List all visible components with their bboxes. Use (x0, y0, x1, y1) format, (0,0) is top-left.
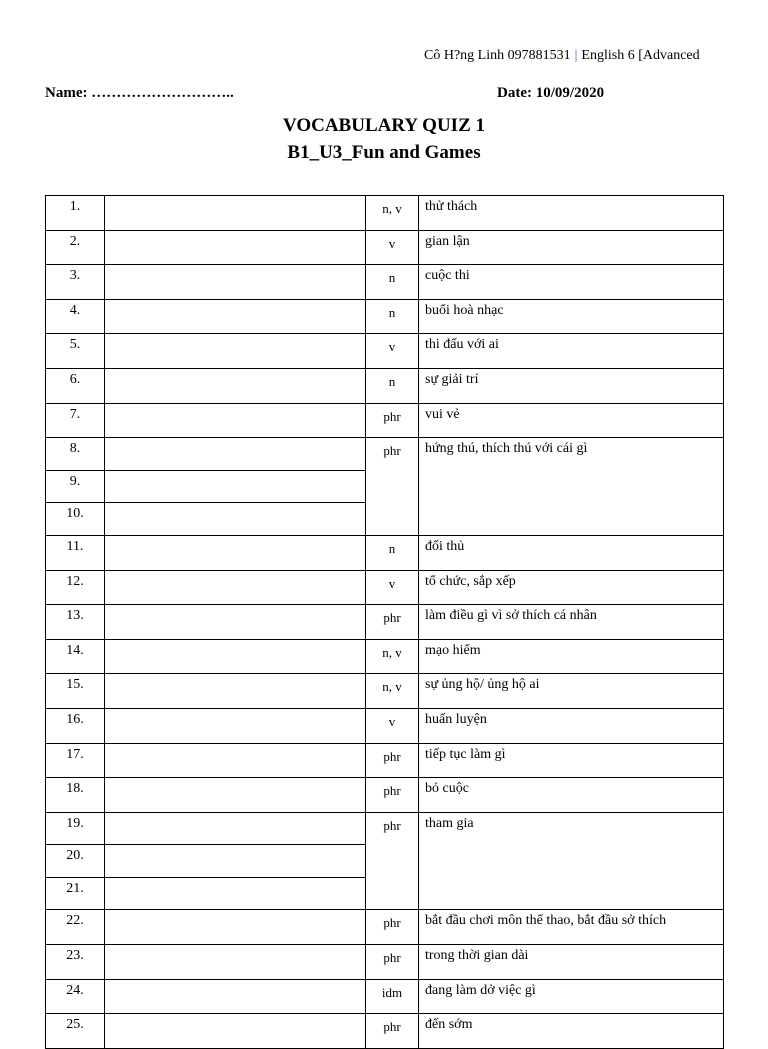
part-of-speech: idm (366, 979, 419, 1014)
table-row (46, 230, 724, 265)
row-number: 7. (46, 403, 105, 438)
table-row (46, 979, 724, 1014)
row-number: 9. (46, 470, 105, 503)
row-number: 25. (46, 1014, 105, 1049)
table-row (46, 743, 724, 778)
answer-blank[interactable] (105, 639, 366, 674)
table-row (46, 1014, 724, 1049)
answer-blank[interactable] (105, 334, 366, 369)
part-of-speech: phr (366, 778, 419, 813)
part-of-speech: phr (366, 945, 419, 980)
row-number: 6. (46, 368, 105, 403)
table-row (46, 368, 724, 403)
quiz-subtitle: B1_U3_Fun and Games (287, 142, 481, 163)
answer-blank[interactable] (105, 403, 366, 438)
meaning: bỏ cuộc (419, 778, 724, 813)
name-field-label: Name: ……………………….. (45, 85, 234, 101)
answer-blank[interactable] (105, 877, 366, 910)
vocabulary-table (45, 195, 724, 1049)
part-of-speech: phr (366, 1014, 419, 1049)
meaning: trong thời gian dài (419, 945, 724, 980)
meaning: cuộc thi (419, 265, 724, 300)
table-row (46, 708, 724, 743)
meaning: huấn luyện (419, 708, 724, 743)
part-of-speech: phr (366, 438, 419, 536)
meaning: gian lận (419, 230, 724, 265)
row-number: 10. (46, 503, 105, 536)
part-of-speech: phr (366, 743, 419, 778)
part-of-speech: v (366, 708, 419, 743)
answer-blank[interactable] (105, 438, 366, 471)
part-of-speech: n (366, 265, 419, 300)
answer-blank[interactable] (105, 979, 366, 1014)
row-number: 4. (46, 299, 105, 334)
answer-blank[interactable] (105, 535, 366, 570)
answer-blank[interactable] (105, 812, 366, 845)
meaning: thử thách (419, 196, 724, 231)
row-number: 23. (46, 945, 105, 980)
meaning: đang làm dở việc gì (419, 979, 724, 1014)
part-of-speech: phr (366, 605, 419, 640)
row-number: 19. (46, 812, 105, 845)
meaning: hứng thú, thích thú với cái gì (419, 438, 724, 536)
part-of-speech: n (366, 535, 419, 570)
meaning: sự giải trí (419, 368, 724, 403)
header-separator: | (574, 48, 578, 63)
teacher-contact: Cô H?ng Linh 097881531 (424, 48, 571, 63)
answer-blank[interactable] (105, 299, 366, 334)
table-row (46, 778, 724, 813)
row-number: 15. (46, 674, 105, 709)
answer-blank[interactable] (105, 674, 366, 709)
meaning: tổ chức, sắp xếp (419, 570, 724, 605)
table-row (46, 945, 724, 980)
answer-blank[interactable] (105, 910, 366, 945)
row-number: 20. (46, 845, 105, 878)
table-row (46, 265, 724, 300)
answer-blank[interactable] (105, 470, 366, 503)
part-of-speech: n, v (366, 639, 419, 674)
answer-blank[interactable] (105, 1014, 366, 1049)
answer-blank[interactable] (105, 743, 366, 778)
row-number: 17. (46, 743, 105, 778)
part-of-speech: n, v (366, 674, 419, 709)
meaning: vui vẻ (419, 403, 724, 438)
answer-blank[interactable] (105, 196, 366, 231)
row-number: 3. (46, 265, 105, 300)
answer-blank[interactable] (105, 503, 366, 536)
quiz-title: VOCABULARY QUIZ 1 (283, 115, 485, 136)
answer-blank[interactable] (105, 265, 366, 300)
part-of-speech: phr (366, 812, 419, 910)
meaning: tiếp tục làm gì (419, 743, 724, 778)
part-of-speech: v (366, 334, 419, 369)
row-number: 8. (46, 438, 105, 471)
date-label: Date: 10/09/2020 (497, 85, 605, 101)
meaning: bắt đầu chơi môn thể thao, bắt đầu sở thích (419, 910, 724, 945)
meaning: mạo hiểm (419, 639, 724, 674)
row-number: 16. (46, 708, 105, 743)
answer-blank[interactable] (105, 368, 366, 403)
answer-blank[interactable] (105, 778, 366, 813)
table-row (46, 196, 724, 231)
row-number: 21. (46, 877, 105, 910)
table-row (46, 299, 724, 334)
table-row (46, 334, 724, 369)
part-of-speech: n (366, 299, 419, 334)
answer-blank[interactable] (105, 945, 366, 980)
page-header (424, 48, 724, 64)
meaning: sự ủng hộ/ ủng hộ ai (419, 674, 724, 709)
answer-blank[interactable] (105, 708, 366, 743)
table-row (46, 639, 724, 674)
meaning: tham gia (419, 812, 724, 910)
meaning: làm điều gì vì sở thích cá nhân (419, 605, 724, 640)
answer-blank[interactable] (105, 570, 366, 605)
meaning: đến sớm (419, 1014, 724, 1049)
course-name: English 6 [Advanced (581, 48, 700, 63)
row-number: 18. (46, 778, 105, 813)
row-number: 14. (46, 639, 105, 674)
table-row (46, 438, 724, 471)
meaning: buổi hoà nhạc (419, 299, 724, 334)
meaning: thi đấu với ai (419, 334, 724, 369)
part-of-speech: v (366, 230, 419, 265)
table-row (46, 535, 724, 570)
answer-blank[interactable] (105, 230, 366, 265)
part-of-speech: phr (366, 910, 419, 945)
table-row (46, 605, 724, 640)
row-number: 22. (46, 910, 105, 945)
row-number: 5. (46, 334, 105, 369)
table-row (46, 812, 724, 845)
row-number: 11. (46, 535, 105, 570)
table-row (46, 910, 724, 945)
answer-blank[interactable] (105, 845, 366, 878)
table-row (46, 674, 724, 709)
part-of-speech: v (366, 570, 419, 605)
row-number: 24. (46, 979, 105, 1014)
part-of-speech: n (366, 368, 419, 403)
row-number: 12. (46, 570, 105, 605)
part-of-speech: phr (366, 403, 419, 438)
table-row (46, 403, 724, 438)
row-number: 2. (46, 230, 105, 265)
answer-blank[interactable] (105, 605, 366, 640)
part-of-speech: n, v (366, 196, 419, 231)
row-number: 13. (46, 605, 105, 640)
table-row (46, 570, 724, 605)
meaning: đối thủ (419, 535, 724, 570)
row-number: 1. (46, 196, 105, 231)
